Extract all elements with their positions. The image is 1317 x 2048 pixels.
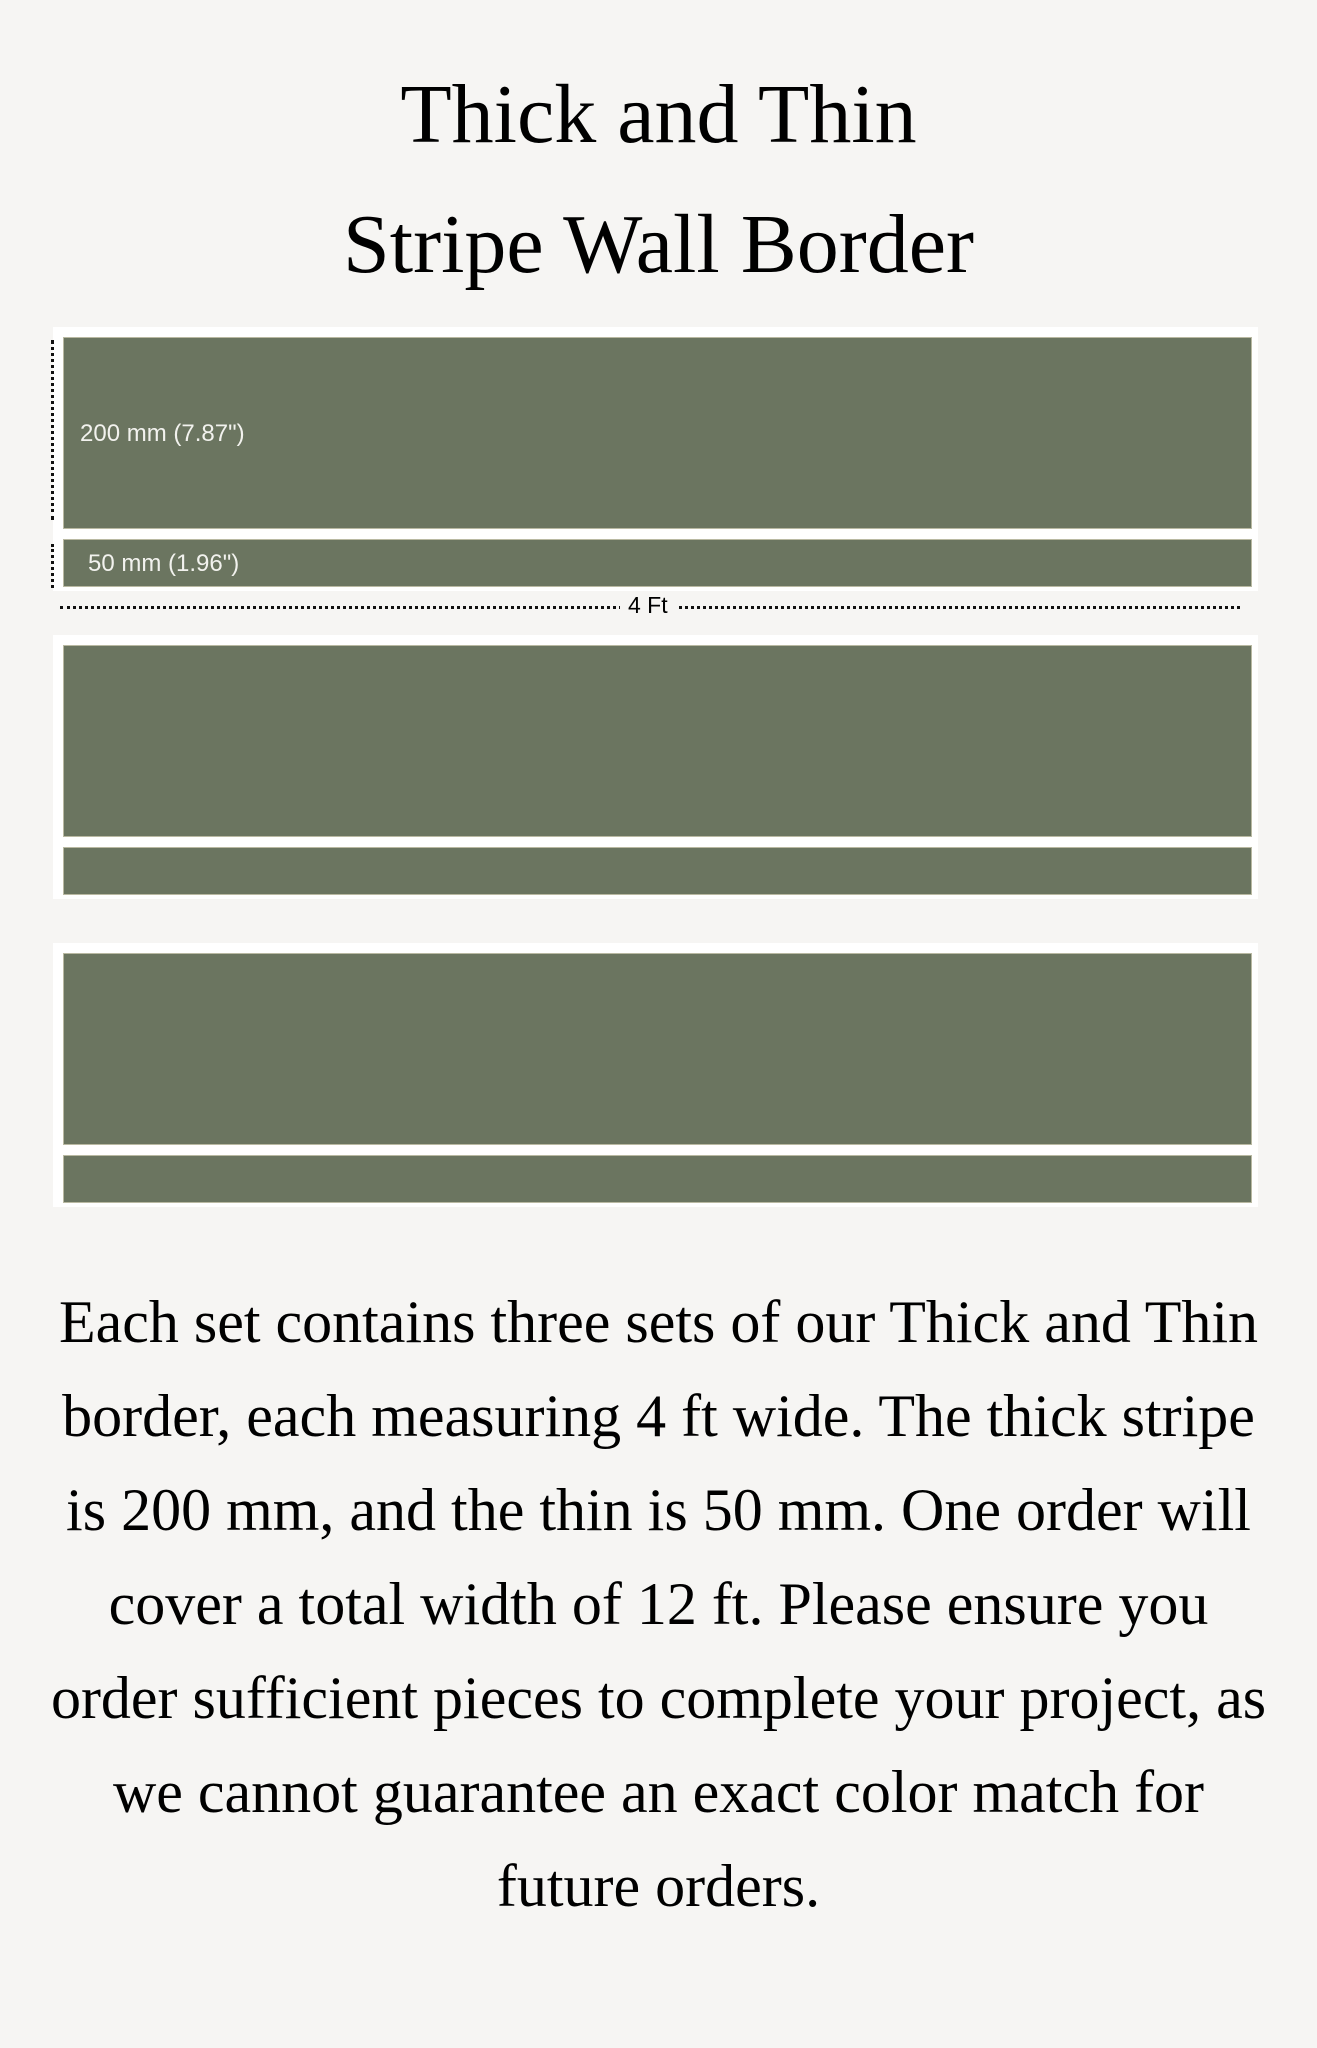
thin-stripe (63, 1155, 1252, 1203)
border-panel-3 (53, 943, 1258, 1207)
thick-height-arrow-icon (51, 340, 58, 520)
thin-height-arrow-icon (51, 544, 58, 588)
thin-dimension-label: 50 mm (1.96") (88, 550, 240, 577)
page-title (0, 50, 1317, 310)
thin-stripe (63, 847, 1252, 895)
thick-stripe (63, 645, 1252, 837)
thin-stripe (63, 539, 1252, 587)
title-line-1: Thick and Thin (400, 68, 917, 161)
border-panel-2 (53, 635, 1258, 899)
thick-stripe (63, 953, 1252, 1145)
product-description: Each set contains three sets of our Thick and Thin border, each measuring 4 ft wide. The thick stripe is 200 mm, and the thin is 50 mm. One order will cover a total width of 12 ft. Please ensure you order sufficient pieces to complete your project, as we cannot guarantee an exact color match for future orders. (50, 1289, 1267, 1919)
thick-dimension-label: 200 mm (7.87") (80, 420, 245, 447)
width-dimension-label: 4 Ft (620, 592, 676, 619)
title-line-2: Stripe Wall Border (343, 198, 974, 291)
